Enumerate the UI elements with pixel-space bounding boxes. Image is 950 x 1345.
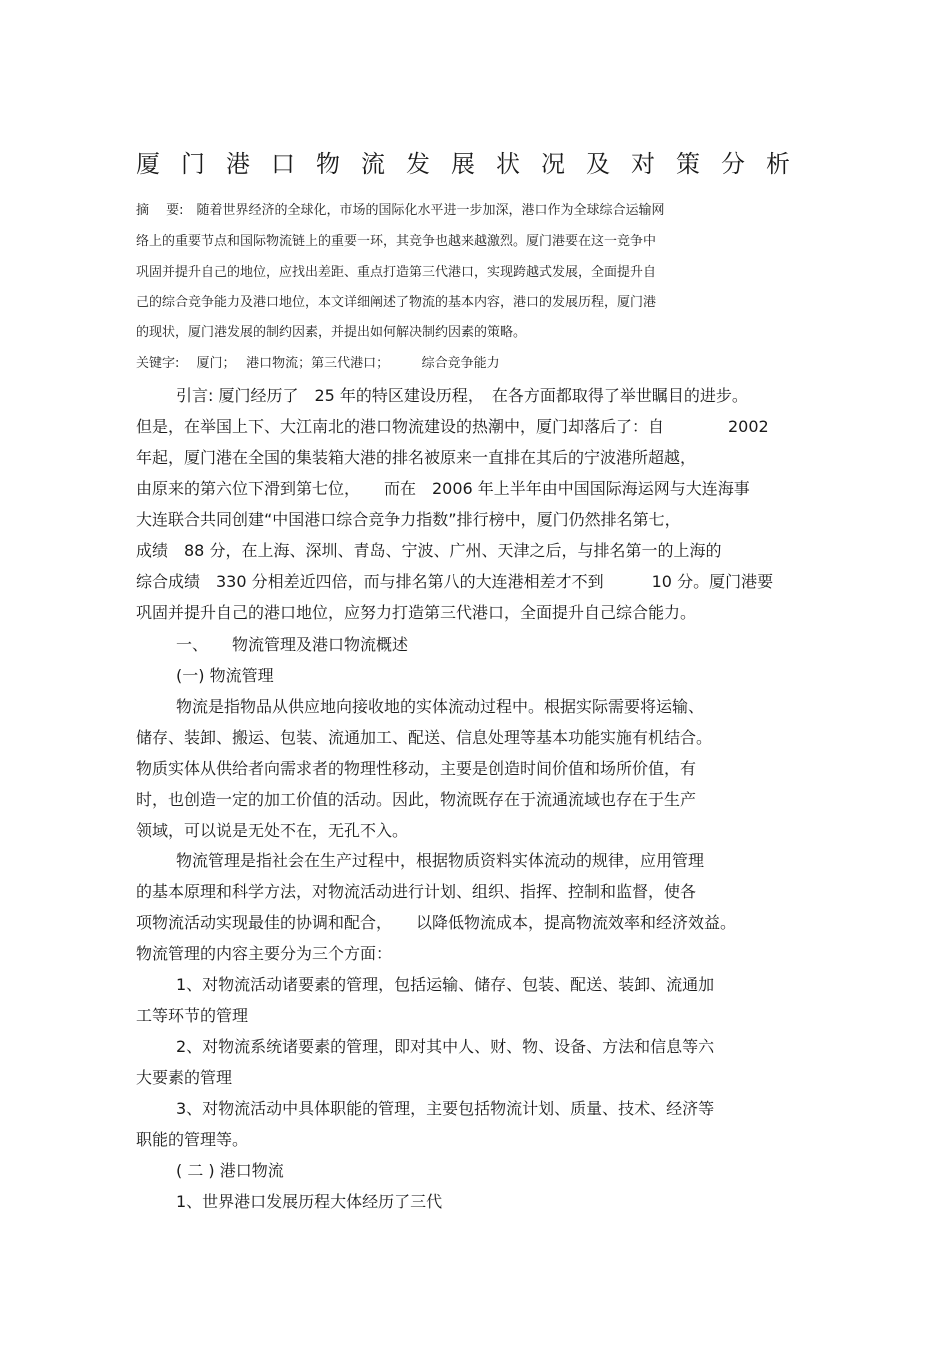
body-line: 综合成绩 330 分相差近四倍，而与排名第八的大连港相差才不到 10 分。厦门港要 — [136, 572, 774, 591]
body-line: 引言: 厦门经历了 25 年的特区建设历程， 在各方面都取得了举世瞩目的进步。 — [176, 386, 748, 405]
subsection-heading: (一) 物流管理 — [176, 666, 274, 685]
body-line: 的基本原理和科学方法，对物流活动进行计划、组织、指挥、控制和监督，使各 — [136, 882, 697, 901]
subsection-heading: ( 二 ) 港口物流 — [176, 1161, 284, 1180]
list-item: 2、对物流系统诸要素的管理，即对其中人、财、物、设备、方法和信息等六 — [176, 1037, 715, 1056]
list-item: 1、世界港口发展历程大体经历了三代 — [176, 1192, 443, 1211]
body-line: 物流是指物品从供应地向接收地的实体流动过程中。根据实际需要将运输、 — [176, 697, 705, 716]
body-line: 年起，厦门港在全国的集装箱大港的排名被原来一直排在其后的宁波港所超越， — [136, 448, 697, 467]
list-item: 3、对物流活动中具体职能的管理，主要包括物流计划、质量、技术、经济等 — [176, 1099, 715, 1118]
body-line: 成绩 88 分，在上海、深圳、青岛、宁波、广州、天津之后，与排名第一的上海的 — [136, 541, 722, 560]
document-title: 厦门港口物流发展状况及对策分析 — [136, 150, 811, 178]
body-line: 项物流活动实现最佳的协调和配合， 以降低物流成本，提高物流效率和经济效益。 — [136, 913, 737, 932]
abstract-line: 的现状，厦门港发展的制约因素，并提出如何解决制约因素的策略。 — [136, 325, 527, 340]
abstract-line: 己的综合竞争能力及港口地位，本文详细阐述了物流的基本内容，港口的发展历程，厦门港 — [136, 295, 657, 310]
list-item-continuation: 大要素的管理 — [136, 1068, 233, 1087]
body-line: 领域，可以说是无处不在，无孔不入。 — [136, 821, 409, 840]
body-line: 大连联合共同创建“中国港口综合竞争力指数”排行榜中，厦门仍然排名第七， — [136, 510, 681, 529]
list-item: 1、对物流活动诸要素的管理，包括运输、储存、包装、配送、装卸、流通加 — [176, 975, 715, 994]
body-line: 但是，在举国上下、大江南北的港口物流建设的热潮中，厦门却落后了：自 2002 — [136, 417, 769, 436]
section-heading: 一、 物流管理及港口物流概述 — [176, 635, 409, 654]
body-line: 物质实体从供给者向需求者的物理性移动，主要是创造时间价值和场所价值，有 — [136, 759, 697, 778]
body-line: 巩固并提升自己的港口地位，应努力打造第三代港口，全面提升自己综合能力。 — [136, 603, 697, 622]
body-line: 储存、装卸、搬运、包装、流通加工、配送、信息处理等基本功能实施有机结合。 — [136, 728, 713, 747]
body-line: 由原来的第六位下滑到第七位， 而在 2006 年上半年由中国国际海运网与大连海事 — [136, 479, 750, 498]
body-line: 时，也创造一定的加工价值的活动。因此，物流既存在于流通流域也存在于生产 — [136, 790, 697, 809]
keywords-line: 关键字: 厦门； 港口物流；第三代港口； 综合竞争能力 — [136, 356, 500, 371]
list-item-continuation: 职能的管理等。 — [136, 1130, 249, 1149]
abstract-line: 巩固并提升自己的地位，应找出差距、重点打造第三代港口，实现跨越式发展，全面提升自 — [136, 265, 657, 280]
abstract-line: 络上的重要节点和国际物流链上的重要一环，其竞争也越来越激烈。厦门港要在这一竞争中 — [136, 234, 657, 249]
list-item-continuation: 工等环节的管理 — [136, 1006, 249, 1025]
abstract-line: 摘 要: 随着世界经济的全球化，市场的国际化水平进一步加深，港口作为全球综合运输网 — [136, 203, 665, 218]
body-line: 物流管理是指社会在生产过程中，根据物质资料实体流动的规律，应用管理 — [176, 851, 705, 870]
body-line: 物流管理的内容主要分为三个方面： — [136, 944, 393, 963]
